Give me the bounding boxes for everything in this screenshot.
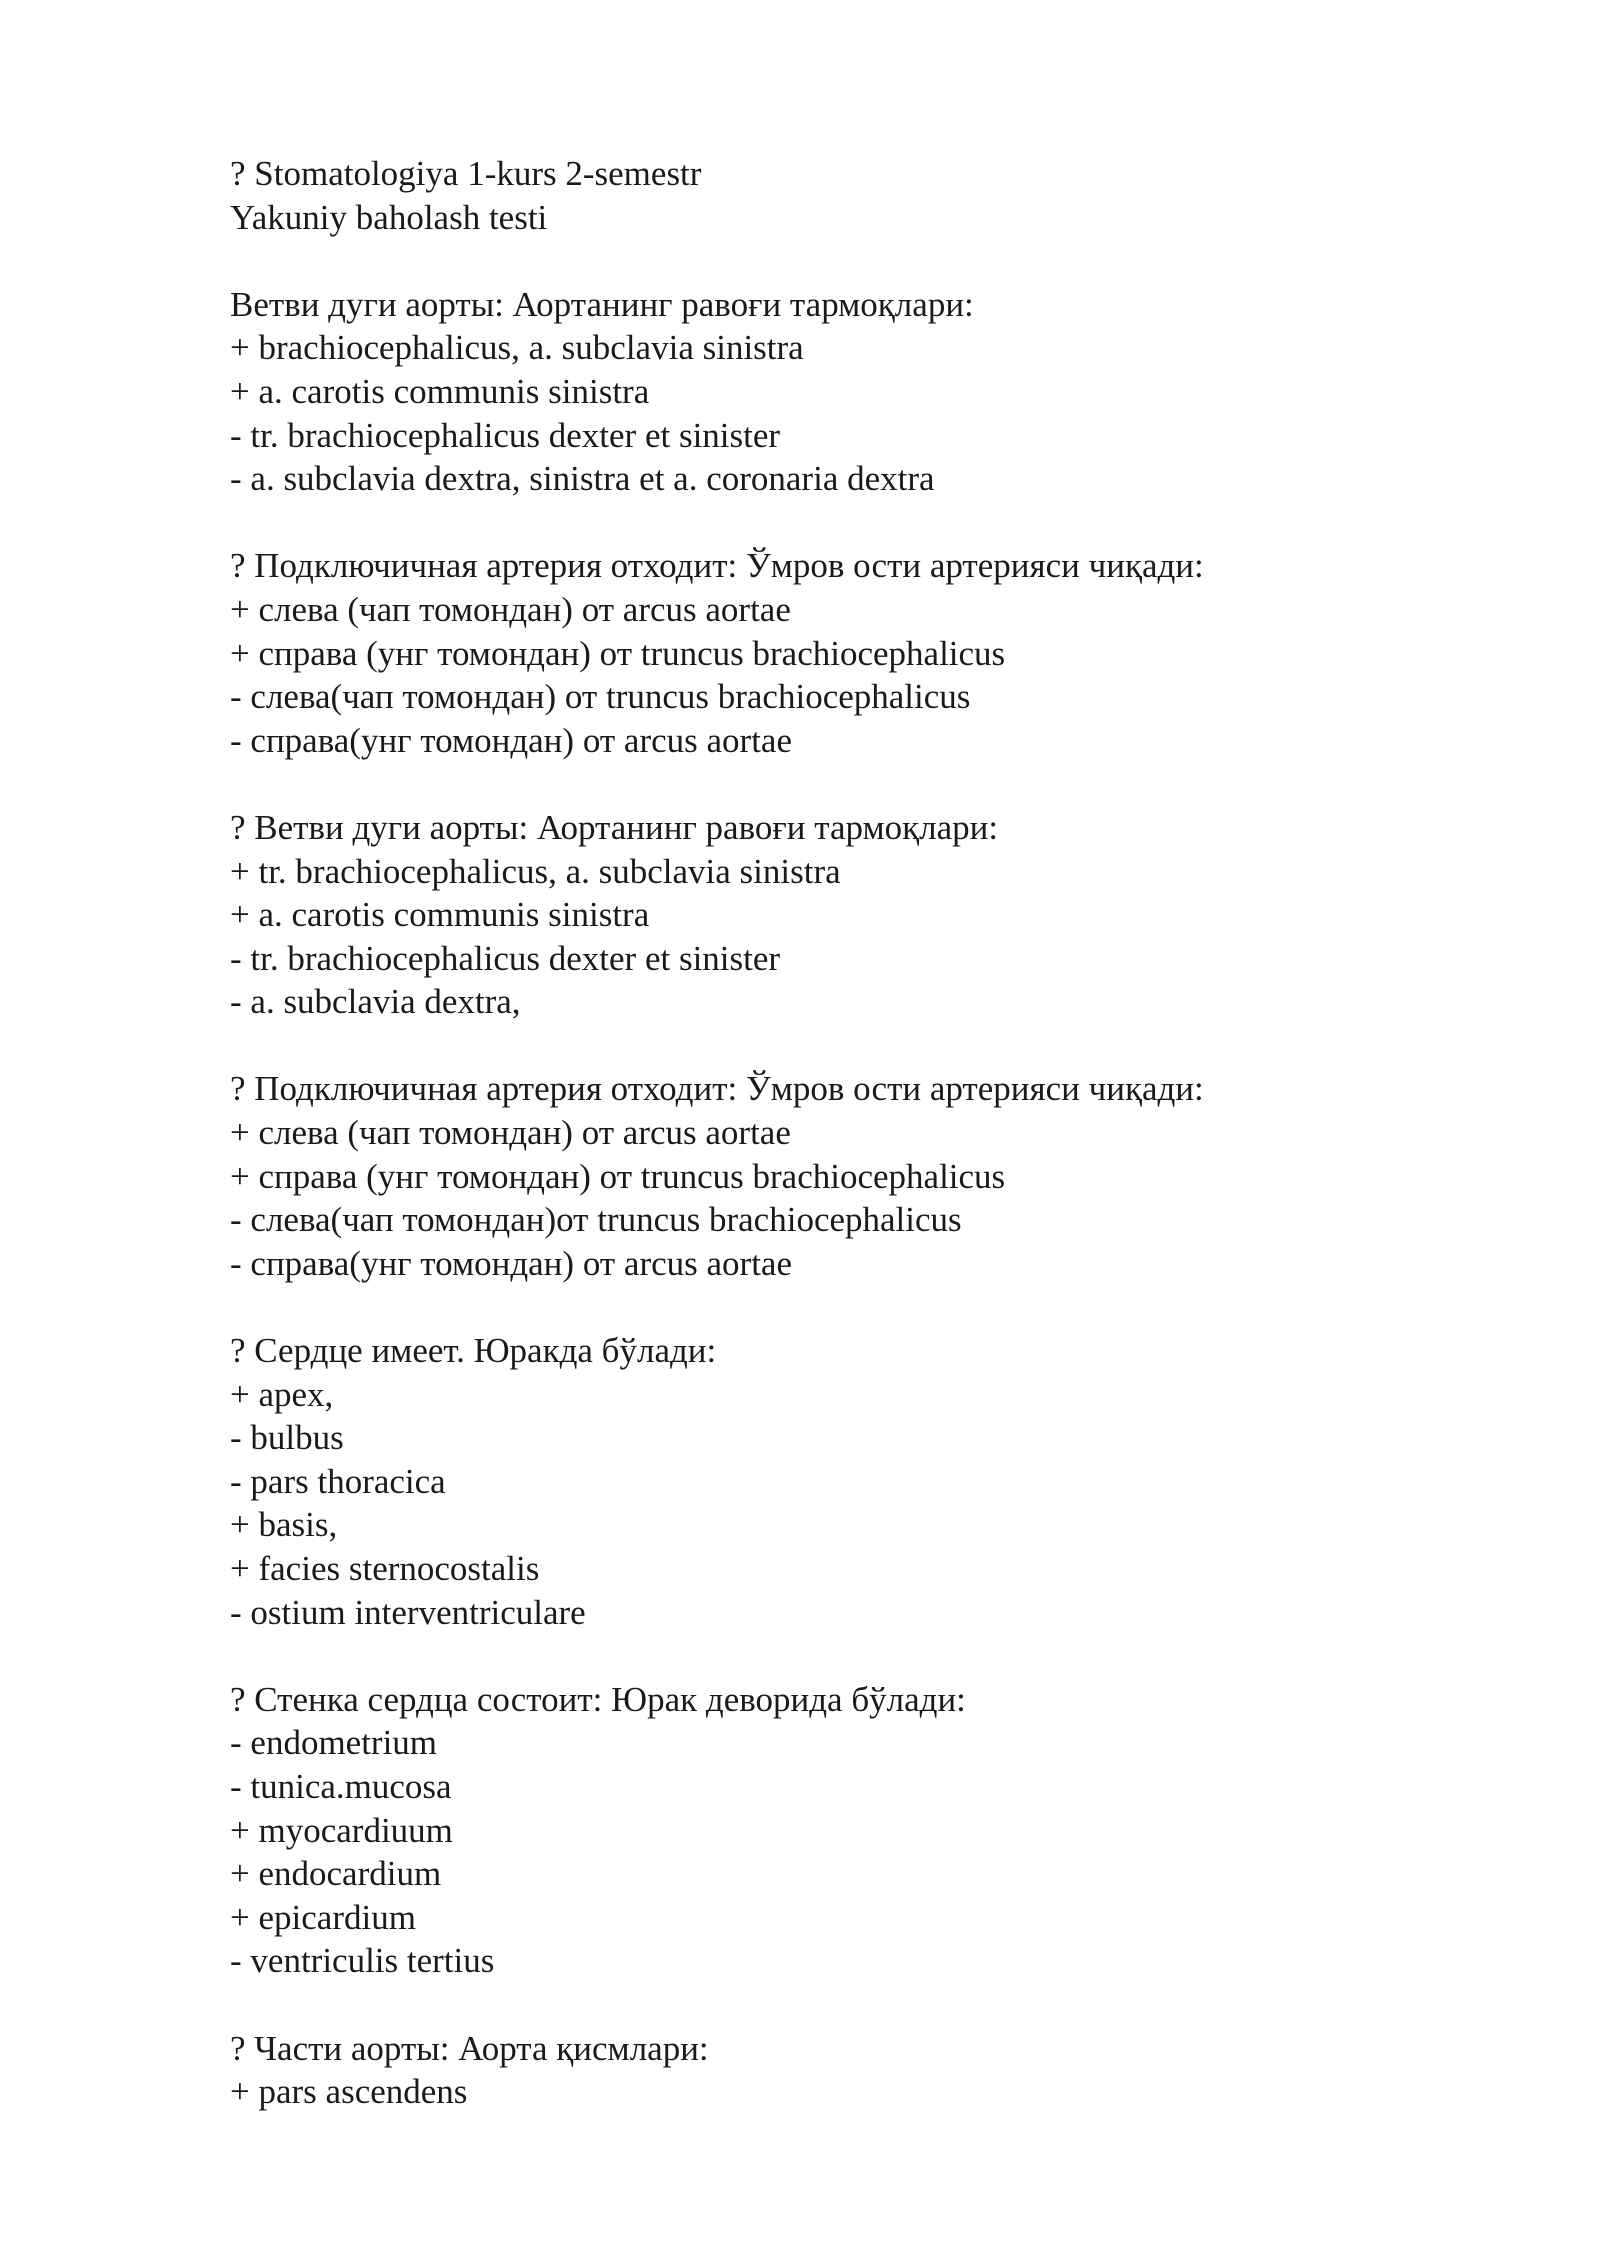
question-text: ? Стенка сердца состоит: Юрак деворида бўлади: bbox=[230, 1679, 966, 1719]
answer-option: + basis, bbox=[230, 1505, 338, 1545]
answer-option: - tunica.mucosa bbox=[230, 1766, 452, 1806]
question-block-3 bbox=[230, 806, 1480, 1024]
spacer bbox=[230, 501, 1480, 545]
spacer bbox=[230, 1983, 1480, 2027]
answer-option: - bulbus bbox=[230, 1418, 344, 1458]
answer-option: + a. carotis communis sinistra bbox=[230, 371, 650, 411]
question-block-5 bbox=[230, 1329, 1480, 1634]
question-text: ? Сердце имеет. Юракда бўлади: bbox=[230, 1331, 717, 1371]
spacer bbox=[230, 1285, 1480, 1329]
answer-option: - pars thoracica bbox=[230, 1461, 446, 1501]
question-block-7 bbox=[230, 2027, 1480, 2114]
question-block-2 bbox=[230, 544, 1480, 762]
document-subtitle: Yakuniy baholash testi bbox=[230, 197, 548, 237]
answer-option: + справа (унг томондан) от truncus brachiocephalicus bbox=[230, 633, 1006, 673]
question-text: Ветви дуги аорты: Аортанинг равоғи тармоқлари: bbox=[230, 284, 974, 324]
answer-option: + endocardium bbox=[230, 1854, 442, 1894]
answer-option: - слева(чап томондан) от truncus brachiocephalicus bbox=[230, 677, 971, 717]
answer-option: + apex, bbox=[230, 1374, 334, 1414]
question-block-1 bbox=[230, 283, 1480, 501]
spacer bbox=[230, 1024, 1480, 1068]
answer-option: - слева(чап томондан)от truncus brachiocephalicus bbox=[230, 1200, 962, 1240]
spacer bbox=[230, 762, 1480, 806]
answer-option: - tr. brachiocephalicus dexter et sinister bbox=[230, 415, 781, 455]
answer-option: - справа(унг томондан) от arcus aortae bbox=[230, 1243, 792, 1283]
answer-option: - a. subclavia dextra, bbox=[230, 982, 521, 1022]
answer-option: + pars ascendens bbox=[230, 2072, 468, 2112]
document-page bbox=[230, 152, 1480, 2114]
spacer bbox=[230, 1634, 1480, 1678]
answer-option: + справа (унг томондан) от truncus brachiocephalicus bbox=[230, 1156, 1006, 1196]
answer-option: - справа(унг томондан) от arcus aortae bbox=[230, 720, 792, 760]
question-text: ? Подключичная артерия отходит: Ўмров ости артерияси чиқади: bbox=[230, 1069, 1204, 1109]
answer-option: + facies sternocostalis bbox=[230, 1549, 540, 1588]
answer-option: - ostium interventriculare bbox=[230, 1592, 586, 1632]
answer-option: + myocardiuum bbox=[230, 1810, 453, 1850]
answer-option: + слева (чап томондан) от arcus aortae bbox=[230, 589, 791, 629]
question-text: ? Части аорты: Аорта қисмлари: bbox=[230, 2028, 709, 2068]
spacer bbox=[230, 239, 1480, 283]
question-text: ? Подключичная артерия отходит: Ўмров ости артерияси чиқади: bbox=[230, 546, 1204, 586]
answer-option: + tr. brachiocephalicus, a. subclavia sinistra bbox=[230, 851, 841, 891]
question-block-6 bbox=[230, 1678, 1480, 1983]
answer-option: + a. carotis communis sinistra bbox=[230, 895, 650, 935]
answer-option: + epicardium bbox=[230, 1897, 416, 1937]
answer-option: - tr. brachiocephalicus dexter et sinister bbox=[230, 938, 781, 978]
question-block-4 bbox=[230, 1067, 1480, 1285]
answer-option: + слева (чап томондан) от arcus aortae bbox=[230, 1113, 791, 1153]
answer-option: - a. subclavia dextra, sinistra et a. coronaria dextra bbox=[230, 459, 935, 499]
answer-option: - endometrium bbox=[230, 1723, 438, 1763]
document-title: ? Stomatologiya 1-kurs 2-semestr bbox=[230, 154, 702, 193]
answer-option: - ventriculis tertius bbox=[230, 1941, 495, 1981]
answer-option: + brachiocephalicus, a. subclavia sinistra bbox=[230, 328, 804, 368]
question-text: ? Ветви дуги аорты: Аортанинг равоғи тармоқлари: bbox=[230, 807, 999, 847]
